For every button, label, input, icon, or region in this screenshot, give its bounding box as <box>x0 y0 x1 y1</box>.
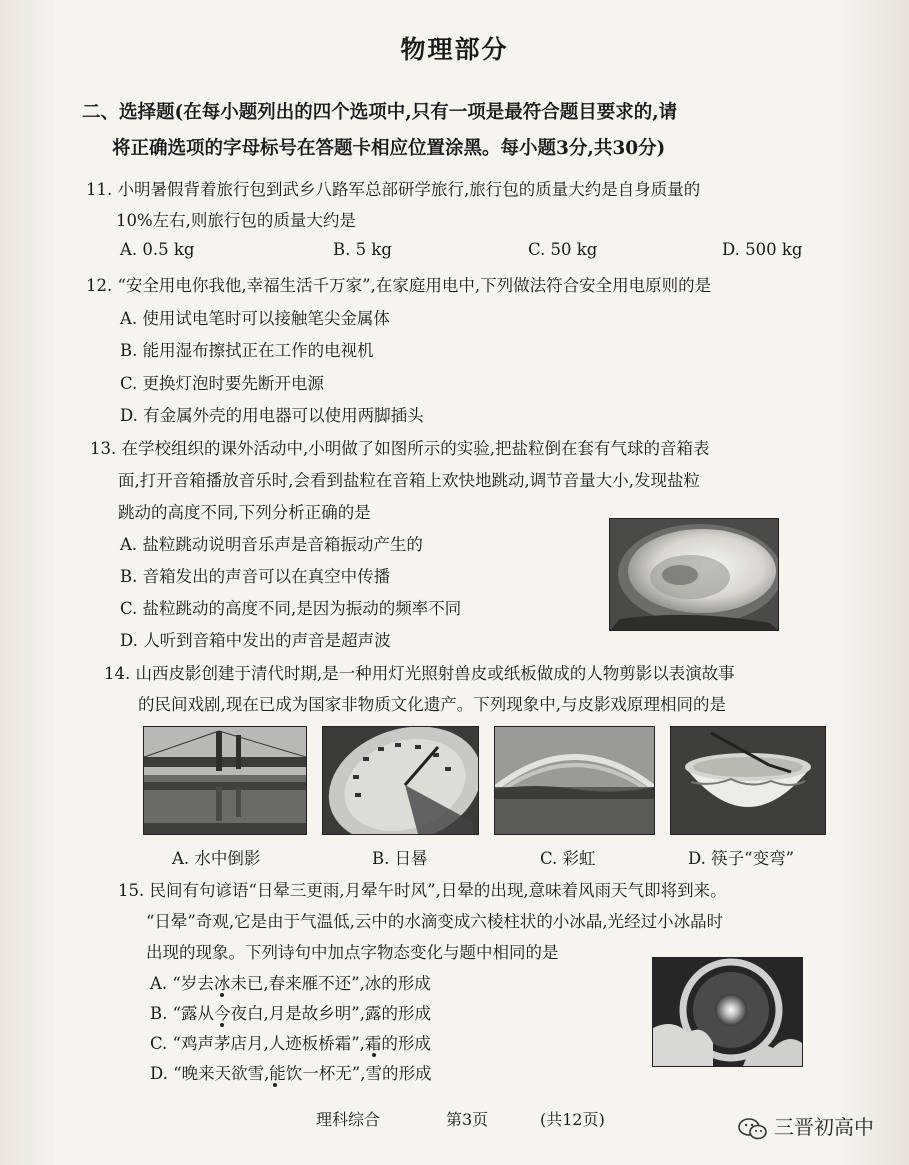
section-heading-continued: 将正确选项的字母标号在答题卡相应位置涂黑。每小题3分,共30分) <box>112 138 666 159</box>
q15-option-c: C. “鸡声茅店月,人迹板桥霜”,霜的形成 <box>150 1034 431 1053</box>
footer-total-pages: (共12页) <box>540 1110 605 1129</box>
watermark-text: 三晋初高中 <box>774 1115 874 1139</box>
q11-option-b: B. 5 kg <box>333 240 392 259</box>
footer-subject: 理科综合 <box>316 1110 381 1129</box>
emphasis-dot <box>372 1053 376 1057</box>
reflection-photo <box>143 726 307 835</box>
q15-option-b: B. “露从今夜白,月是故乡明”,露的形成 <box>150 1004 431 1023</box>
sundial-photo <box>322 726 479 835</box>
question-15-text-cont1: “日晕”奇观,它是由于气温低,云中的水滴变成六棱柱状的小冰晶,光经过小冰晶时 <box>146 912 724 931</box>
question-15-text-cont2: 出现的现象。下列诗句中加点字物态变化与题中相同的是 <box>146 943 559 962</box>
q14-caption-c: C. 彩虹 <box>540 849 596 868</box>
q13-option-a: A. 盐粒跳动说明音乐声是音箱振动产生的 <box>120 535 423 554</box>
q14-caption-b: B. 日晷 <box>372 849 428 868</box>
q12-option-b: B. 能用湿布擦拭正在工作的电视机 <box>120 341 374 360</box>
page-title: 物理部分 <box>400 35 509 64</box>
section-heading: 二、选择题(在每小题列出的四个选项中,只有一项是最符合题目要求的,请 <box>82 102 678 123</box>
question-13-text-cont1: 面,打开音箱播放音乐时,会看到盐粒在音箱上欢快地跳动,调节音量大小,发现盐粒 <box>118 471 700 490</box>
q15-option-d: D. “晚来天欲雪,能饮一杯无”,雪的形成 <box>150 1064 432 1083</box>
question-13-text: 13. 在学校组织的课外活动中,小明做了如图所示的实验,把盐粒倒在套有气球的音箱表 <box>90 439 710 458</box>
q15-option-a: A. “岁去冰未已,春来雁不还”,冰的形成 <box>150 974 431 993</box>
q14-caption-a: A. 水中倒影 <box>172 849 261 868</box>
watermark <box>738 1111 874 1141</box>
q11-option-a: A. 0.5 kg <box>120 240 195 259</box>
chopsticks-bowl-photo <box>670 726 826 835</box>
q14-caption-d: D. 筷子“变弯” <box>688 849 795 868</box>
q13-option-d: D. 人听到音箱中发出的声音是超声波 <box>120 631 391 650</box>
question-11-text-cont: 10%左右,则旅行包的质量大约是 <box>116 211 356 230</box>
q13-option-c: C. 盐粒跳动的高度不同,是因为振动的频率不同 <box>120 599 462 618</box>
emphasis-dot <box>273 1083 277 1087</box>
q13-option-b: B. 音箱发出的声音可以在真空中传播 <box>120 567 391 586</box>
question-14-text: 14. 山西皮影创建于清代时期,是一种用灯光照射兽皮或纸板做成的人物剪影以表演故事 <box>104 664 735 683</box>
q11-option-c: C. 50 kg <box>528 240 598 259</box>
wechat-icon <box>738 1117 768 1141</box>
q12-option-d: D. 有金属外壳的用电器可以使用两脚插头 <box>120 406 424 425</box>
question-15-text: 15. 民间有句谚语“日晕三更雨,月晕午时风”,日晕的出现,意味着风雨天气即将到来。 <box>118 881 727 900</box>
question-12-text: 12. “安全用电你我他,幸福生活千万家”,在家庭用电中,下列做法符合安全用电原则的是 <box>86 276 712 295</box>
question-14-text-cont: 的民间戏剧,现在已成为国家非物质文化遗产。下列现象中,与皮影戏原理相同的是 <box>138 695 726 714</box>
salt-speaker-photo <box>609 518 779 631</box>
emphasis-dot <box>220 1023 224 1027</box>
footer-page-number: 第3页 <box>446 1110 489 1129</box>
emphasis-dot <box>220 993 224 997</box>
q12-option-c: C. 更换灯泡时要先断开电源 <box>120 374 325 393</box>
question-13-text-cont2: 跳动的高度不同,下列分析正确的是 <box>118 503 371 522</box>
q11-option-d: D. 500 kg <box>722 240 803 259</box>
sun-halo-photo <box>652 957 803 1067</box>
q12-option-a: A. 使用试电笔时可以接触笔尖金属体 <box>120 309 390 328</box>
question-11-text: 11. 小明暑假背着旅行包到武乡八路军总部研学旅行,旅行包的质量大约是自身质量的 <box>86 180 701 199</box>
rainbow-photo <box>494 726 655 835</box>
